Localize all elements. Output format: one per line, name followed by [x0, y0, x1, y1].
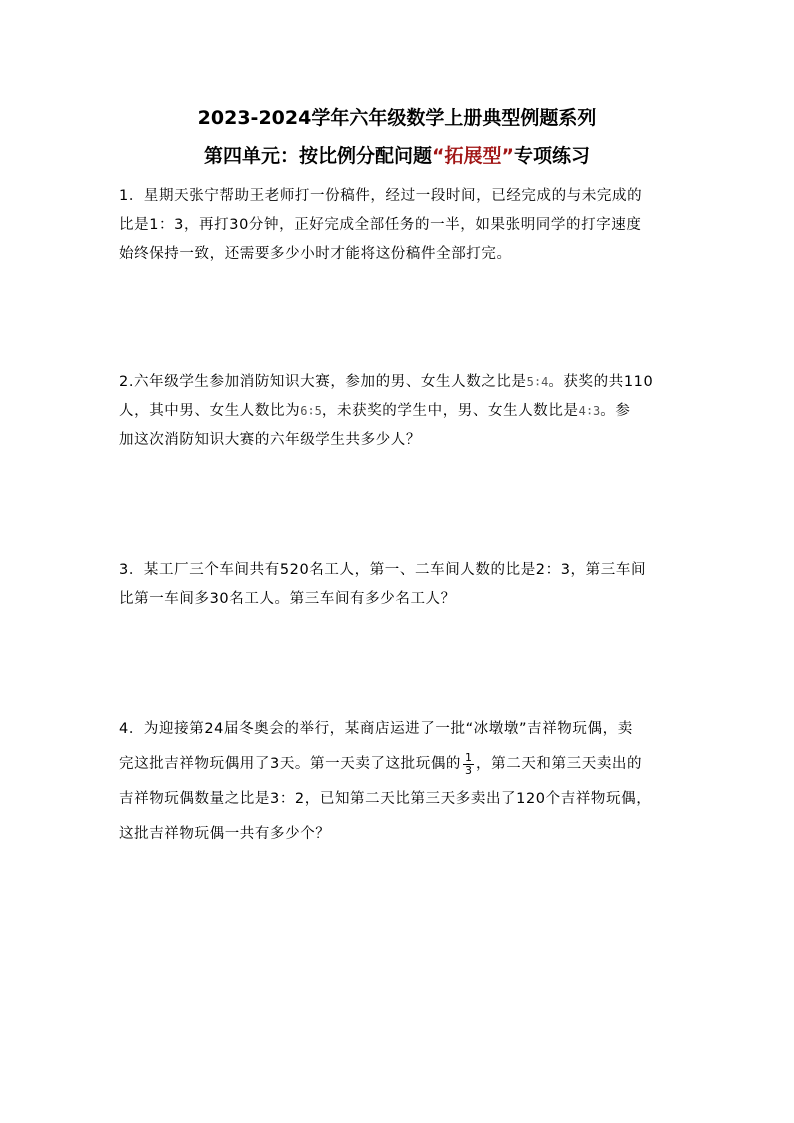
question-2-text-b: 。获奖的共110 [548, 374, 654, 390]
question-2-text-e: 。参 [600, 403, 631, 419]
question-3-line-1: 3．某工厂三个车间共有520名工人，第一、二车间人数的比是2：3，第三车间 [119, 562, 647, 578]
question-4-line-1: 4．为迎接第24届冬奥会的举行，某商店运进了一批“冰墩墩”吉祥物玩偶，卖 [119, 721, 633, 737]
question-4-line-2 [119, 747, 679, 782]
question-2-line-2 [119, 397, 679, 426]
subtitle-prefix: 第四单元：按比例分配问题 [203, 145, 432, 167]
question-4-text-a: 完这批吉祥物玩偶用了3天。第一天卖了这批玩偶的 [119, 756, 462, 772]
question-2-line-3: 加这次消防知识大赛的六年级学生共多少人？ [119, 432, 421, 448]
ratio-non-winners: 4∶3 [578, 404, 601, 418]
question-4-line-3: 吉祥物玩偶数量之比是3：2，已知第二天比第三天多卖出了120个吉祥物玩偶， [119, 791, 652, 807]
question-3-line-2: 比第一车间多30名工人。第三车间有多少名工人？ [119, 591, 456, 607]
fraction-denominator: 3 [465, 763, 473, 777]
subtitle-suffix: 专项练习 [513, 145, 590, 167]
ratio-winners: 6∶5 [300, 404, 322, 418]
question-3 [119, 556, 679, 614]
question-1 [119, 182, 679, 269]
question-4 [119, 712, 679, 852]
question-2-text-a: 2.六年级学生参加消防知识大赛，参加的男、女生人数之比是 [119, 374, 527, 390]
question-4-text-b: ，第二天和第三天卖出的 [476, 756, 643, 772]
question-2-text-c: 人，其中男、女生人数比为 [119, 403, 301, 419]
document-subtitle [0, 144, 794, 168]
subtitle-highlight: “拓展型” [432, 145, 514, 167]
question-4-line-4: 这批吉祥物玩偶一共有多少个？ [119, 826, 331, 842]
ratio-boys-girls: 5∶4 [526, 375, 549, 389]
question-2 [119, 368, 679, 455]
question-1-line-2: 比是1：3，再打30分钟，正好完成全部任务的一半，如果张明同学的打字速度 [119, 217, 642, 233]
fraction-numerator: 1 [465, 750, 473, 764]
fraction-one-third [463, 752, 474, 777]
question-2-text-d: ，未获奖的学生中，男、女生人数比是 [321, 403, 579, 419]
question-1-line-3: 始终保持一致，还需要多少小时才能将这份稿件全部打完。 [119, 246, 512, 262]
question-2-line-1 [119, 368, 679, 397]
question-1-line-1: 1．星期天张宁帮助王老师打一份稿件，经过一段时间，已经完成的与未完成的 [119, 188, 643, 204]
document-title: 2023-2024学年六年级数学上册典型例题系列 [197, 107, 597, 129]
